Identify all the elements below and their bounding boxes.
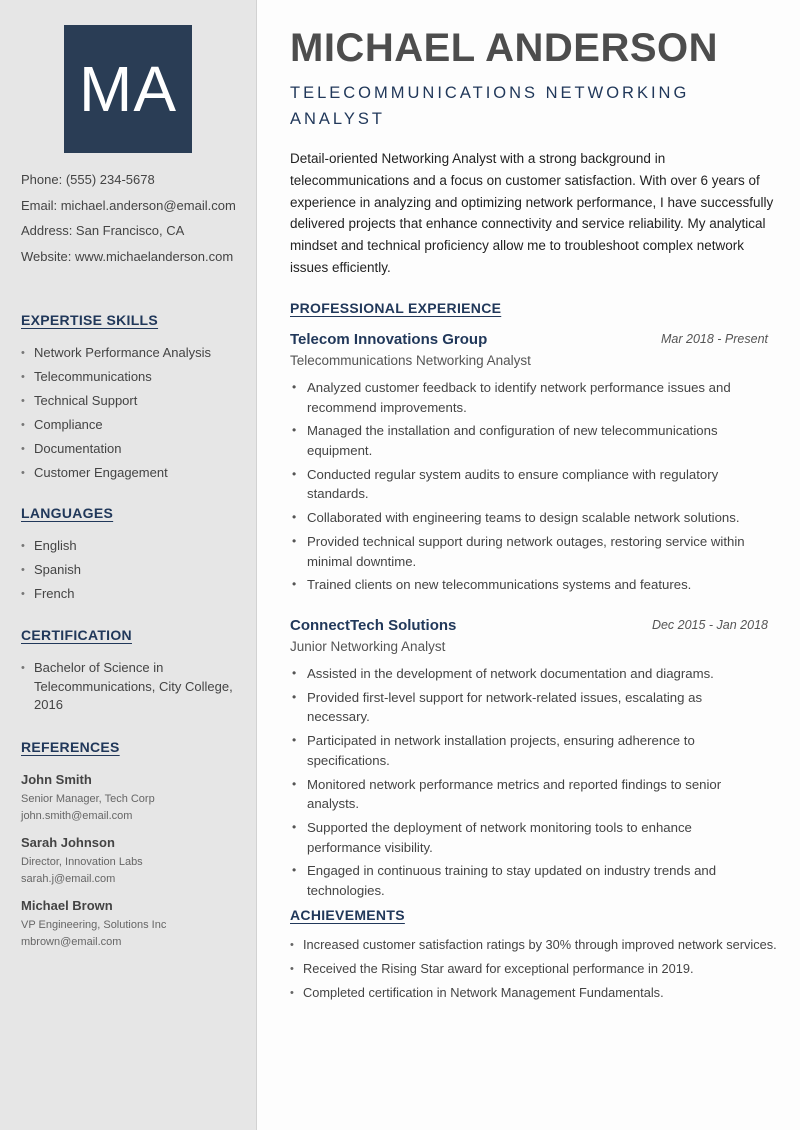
skill-item: • Technical Support	[21, 392, 241, 411]
reference-email: john.smith@email.com	[21, 810, 133, 822]
language-item: • Spanish	[21, 561, 241, 580]
duty-item: • Supported the deployment of network monitoring tools to enhance performance visibility.	[290, 818, 768, 857]
contact-address: Address: San Francisco, CA	[21, 223, 185, 238]
duty-item: • Managed the installation and configuration of new telecommunications equipment.	[290, 421, 768, 460]
duty-item: • Assisted in the development of network documentation and diagrams.	[290, 664, 768, 684]
reference-name: Michael Brown	[21, 898, 113, 913]
certification-list	[21, 659, 236, 720]
skill-item: • Network Performance Analysis	[21, 344, 241, 363]
job-dates: Mar 2018 - Present	[661, 332, 768, 346]
reference-email: mbrown@email.com	[21, 936, 122, 948]
sidebar	[0, 0, 257, 1130]
job-header	[290, 329, 768, 351]
skills-list	[21, 344, 241, 488]
reference-title: VP Engineering, Solutions Inc	[21, 919, 167, 931]
skill-item: • Telecommunications	[21, 368, 241, 387]
duty-item: • Collaborated with engineering teams to design scalable network solutions.	[290, 508, 768, 528]
reference-name: John Smith	[21, 772, 92, 787]
languages-list	[21, 537, 241, 609]
achievements-heading: ACHIEVEMENTS	[290, 907, 405, 923]
skill-item: • Compliance	[21, 416, 241, 435]
contact-phone: Phone: (555) 234-5678	[21, 172, 155, 187]
job-title: TELECOMMUNICATIONS NETWORKING ANALYST	[290, 84, 690, 128]
achievement-item: • Completed certification in Network Management Fundamentals.	[290, 984, 775, 1002]
achievement-item: • Received the Rising Star award for exceptional performance in 2019.	[290, 960, 775, 978]
achievements-list	[290, 936, 775, 1008]
language-item: • French	[21, 585, 241, 604]
job-dates: Dec 2015 - Jan 2018	[651, 618, 768, 632]
duties-list	[290, 378, 768, 595]
skill-item: • Documentation	[21, 440, 241, 459]
duties-list	[290, 664, 768, 900]
duty-item: • Trained clients on new telecommunications systems and features.	[290, 575, 768, 595]
job-entry	[290, 329, 768, 599]
reference-title: Director, Innovation Labs	[21, 856, 143, 868]
duty-item: • Provided first-level support for network-related issues, escalating as necessary.	[290, 688, 768, 727]
company-name: Telecom Innovations Group	[290, 331, 488, 348]
reference-entry	[21, 771, 241, 825]
job-entry	[290, 615, 768, 905]
reference-title: Senior Manager, Tech Corp	[21, 793, 155, 805]
contact-info	[21, 170, 236, 272]
duty-item: • Engaged in continuous training to stay updated on industry trends and technologies.	[290, 861, 768, 900]
language-item: • English	[21, 537, 241, 556]
duty-item: • Monitored network performance metrics and reported findings to senior analysts.	[290, 775, 768, 814]
job-role: Telecommunications Networking Analyst	[290, 353, 531, 368]
achievement-item: • Increased customer satisfaction ratings by 30% through improved network services.	[290, 936, 775, 954]
duty-item: • Participated in network installation projects, ensuring adherence to specifications.	[290, 731, 768, 770]
references-heading: REFERENCES	[21, 739, 120, 755]
reference-name: Sarah Johnson	[21, 835, 115, 850]
contact-website: Website: www.michaelanderson.com	[21, 248, 234, 264]
reference-entry	[21, 834, 241, 888]
experience-heading: PROFESSIONAL EXPERIENCE	[290, 300, 502, 316]
profile-summary: Detail-oriented Networking Analyst with a strong background in telecommunications and a focus on customer satisfaction. With over 6 years of experience in analyzing and optimizing network performance, I have successfully delivered projects that enhance connectivity and service reliability. My analytical mindset and technical proficiency allow me to troubleshoot complex network issues efficiently.	[290, 151, 774, 275]
monogram-logo: MA	[64, 25, 192, 153]
skill-item: • Customer Engagement	[21, 464, 241, 483]
skills-heading: EXPERTISE SKILLS	[21, 312, 159, 328]
duty-item: • Provided technical support during network outages, restoring service within minimal downtime.	[290, 532, 768, 571]
reference-email: sarah.j@email.com	[21, 873, 116, 885]
candidate-name: MICHAEL ANDERSON	[290, 26, 719, 70]
job-header	[290, 615, 768, 637]
duty-item: • Conducted regular system audits to ensure compliance with regulatory standards.	[290, 465, 768, 504]
duty-item: • Analyzed customer feedback to identify network performance issues and recommend improvements.	[290, 378, 768, 417]
certification-item: • Bachelor of Science in Telecommunications, City College, 2016	[21, 659, 236, 715]
certification-heading: CERTIFICATION	[21, 627, 132, 643]
reference-entry	[21, 897, 241, 951]
job-role: Junior Networking Analyst	[290, 639, 446, 654]
contact-email: Email: michael.anderson@email.com	[21, 197, 236, 213]
languages-heading: LANGUAGES	[21, 505, 114, 521]
company-name: ConnectTech Solutions	[290, 617, 457, 634]
